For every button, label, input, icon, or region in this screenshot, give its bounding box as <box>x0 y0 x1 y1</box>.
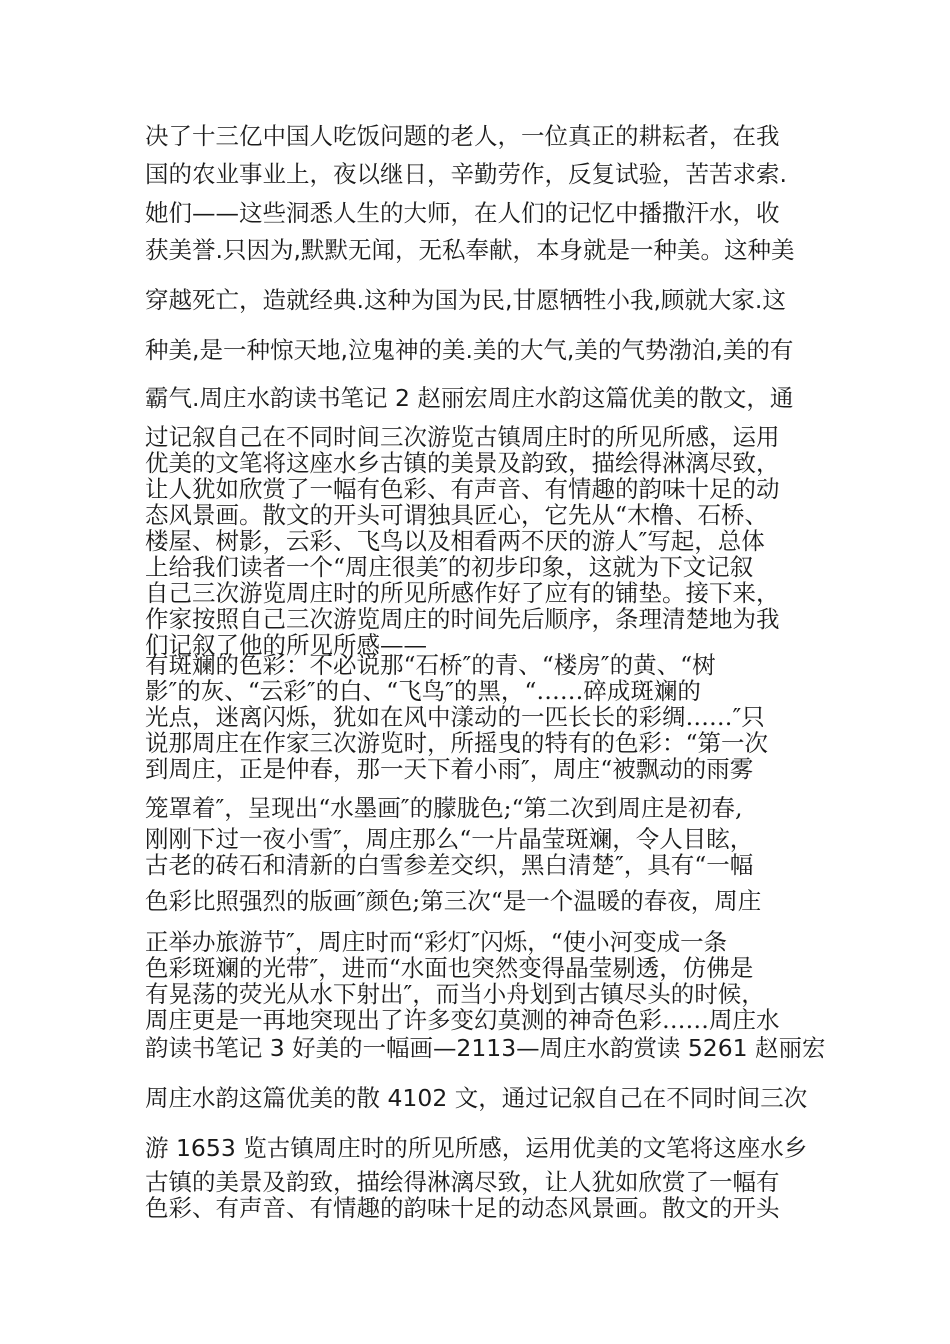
text-line: 色彩比照强烈的版画″颜色;第三次“是一个温暖的春夜，周庄 <box>145 887 762 915</box>
text-line: 韵读书笔记 3 好美的一幅画—2113—周庄水韵赏读 5261 赵丽宏 <box>145 1034 826 1062</box>
text-line: 光点，迷离闪烁，犹如在风中漾动的一匹长长的彩绸……″只 <box>145 703 765 731</box>
text-line: 周庄水韵这篇优美的散 4102 文，通过记叙自己在不同时间三次 <box>145 1084 808 1112</box>
text-line: 穿越死亡，造就经典.这种为国为民,甘愿牺牲小我,顾就大家.这 <box>145 286 786 314</box>
text-line: 楼屋、树影，云彩、飞鸟以及相看两不厌的游人″写起，总体 <box>145 527 765 555</box>
text-line: 正举办旅游节″，周庄时而“彩灯″闪烁，“使小河变成一条 <box>145 928 728 956</box>
text-line: 上给我们读者一个“周庄很美″的初步印象，这就为下文记叙 <box>145 553 754 581</box>
text-line: 态风景画。散文的开头可谓独具匠心，它先从“木橹、石桥、 <box>145 501 769 529</box>
text-line: 种美,是一种惊天地,泣鬼神的美.美的大气,美的气势渤泊,美的有 <box>145 336 794 364</box>
text-line: 霸气.周庄水韵读书笔记 2 赵丽宏周庄水韵这篇优美的散文，通 <box>145 384 794 412</box>
text-line: 自己三次游览周庄时的所见所感作好了应有的铺垫。接下来， <box>145 579 780 607</box>
text-line: 国的农业事业上，夜以继日，辛勤劳作，反复试验，苦苦求索. <box>145 160 787 188</box>
text-line: 古老的砖石和清新的白雪参差交织，黑白清楚″，具有“一幅 <box>145 851 754 879</box>
text-line: 游 1653 览古镇周庄时的所见所感，运用优美的文笔将这座水乡 <box>145 1134 808 1162</box>
text-line: 影″的灰、“云彩″的白、“飞鸟″的黑，“……碎成斑斓的 <box>145 677 701 705</box>
text-line: 有晃荡的荧光从水下射出″，而当小舟划到古镇尽头的时候， <box>145 980 765 1008</box>
text-line: 有斑斓的色彩：不必说那“石桥″的青、“楼房″的黄、“树 <box>145 651 716 679</box>
text-line: 们记叙了他的所见所感—— <box>145 631 427 659</box>
text-line: 刚刚下过一夜小雪″，周庄那么“一片晶莹斑斓，令人目眩， <box>145 825 754 853</box>
text-line: 过记叙自己在不同时间三次游览古镇周庄时的所见所感，运用 <box>145 423 780 451</box>
text-line: 她们——这些洞悉人生的大师，在人们的记忆中播撒汗水，收 <box>145 199 780 227</box>
text-line: 古镇的美景及韵致，描绘得淋漓尽致，让人犹如欣赏了一幅有 <box>145 1168 780 1196</box>
text-line: 笼罩着″，呈现出“水墨画″的朦胧色;“第二次到周庄是初春, <box>145 794 743 822</box>
text-line: 决了十三亿中国人吃饭问题的老人，一位真正的耕耘者，在我 <box>145 122 780 150</box>
text-line: 色彩斑斓的光带″，进而“水面也突然变得晶莹剔透，仿佛是 <box>145 954 754 982</box>
text-line: 色彩、有声音、有情趣的韵味十足的动态风景画。散文的开头 <box>145 1194 780 1222</box>
text-line: 获美誉.只因为,默默无闻，无私奉献，本身就是一种美。这种美 <box>145 236 795 264</box>
text-line: 让人犹如欣赏了一幅有色彩、有声音、有情趣的韵味十足的动 <box>145 475 780 503</box>
text-line: 优美的文笔将这座水乡古镇的美景及韵致，描绘得淋漓尽致， <box>145 449 780 477</box>
text-line: 到周庄，正是仲春，那一天下着小雨″，周庄“被飘动的雨雾 <box>145 755 754 783</box>
text-line: 周庄更是一再地突现出了许多变幻莫测的神奇色彩……周庄水 <box>145 1006 780 1034</box>
text-line: 说那周庄在作家三次游览时，所摇曳的特有的色彩：“第一次 <box>145 729 769 757</box>
text-line: 作家按照自己三次游览周庄的时间先后顺序，条理清楚地为我 <box>145 605 780 633</box>
